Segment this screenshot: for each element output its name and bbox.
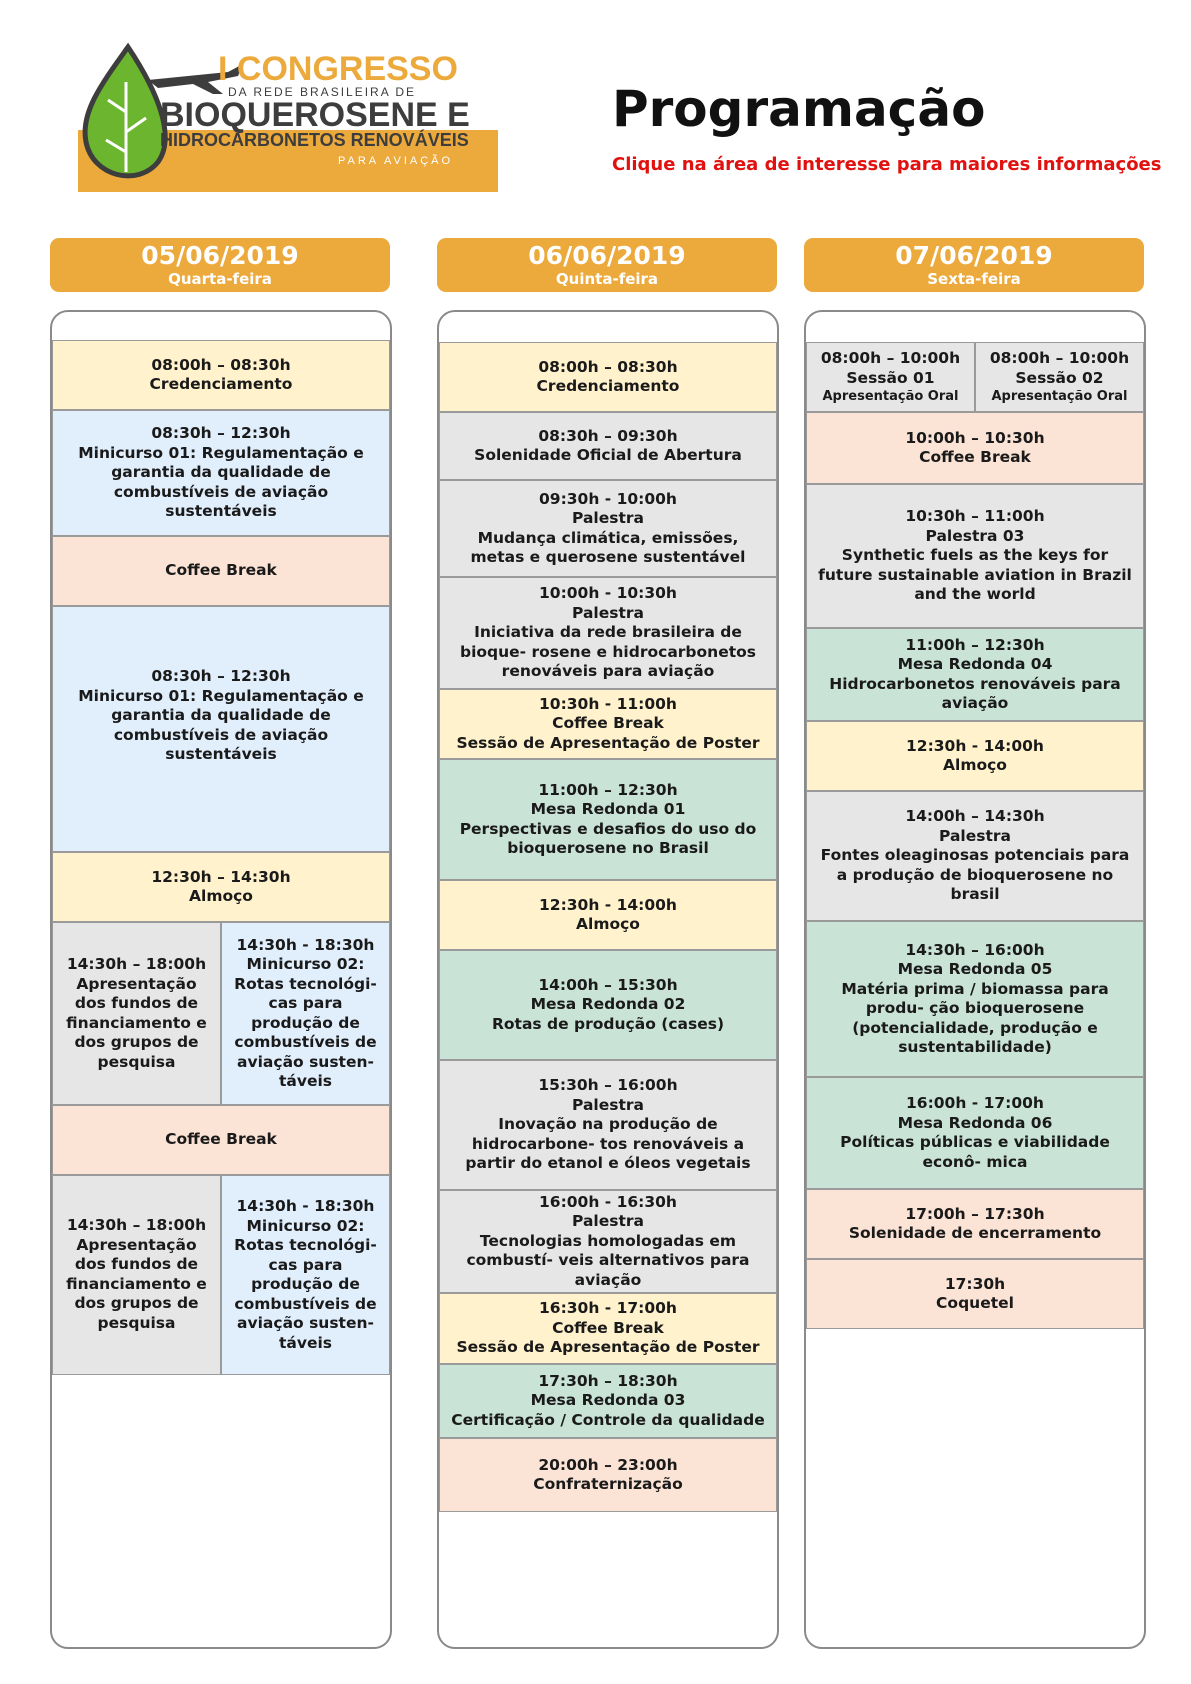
event-palestra[interactable]: 14:00h – 14:30h Palestra Fontes oleaginosas potenciais para a produção de bioquerosene no brasil xyxy=(806,791,1144,921)
event-palestra[interactable]: 09:30h - 10:00h Palestra Mudança climática, emissões, metas e querosene sustentável xyxy=(439,480,777,577)
day-date: 07/06/2019 xyxy=(895,241,1053,270)
event-apresentacao-fundos[interactable]: 14:30h – 18:00h Apresentação dos fundos de financiamento e dos grupos de pesquisa xyxy=(52,922,221,1105)
event-mesa-redonda[interactable]: 14:30h – 16:00h Mesa Redonda 05 Matéria prima / biomassa para produ- ção bioquerosene (potencialidade, produção e sustentabilidade) xyxy=(806,921,1144,1077)
event-coffee-break[interactable]: Coffee Break xyxy=(52,536,390,606)
svg-text:I CONGRESSO: I CONGRESSO xyxy=(218,50,458,88)
svg-text:PARA AVIAÇÃO: PARA AVIAÇÃO xyxy=(338,155,454,167)
event-abertura[interactable]: 08:30h – 09:30h Solenidade Oficial de Abertura xyxy=(439,412,777,480)
event-confraternizacao[interactable]: 20:00h – 23:00h Confraternização xyxy=(439,1438,777,1512)
day-date: 05/06/2019 xyxy=(141,241,299,270)
day-date: 06/06/2019 xyxy=(528,241,686,270)
event-minicurso-02[interactable]: 14:30h - 18:30h Minicurso 02: Rotas tecnológi- cas para produção de combustíveis de aviação susten- táveis xyxy=(221,922,390,1105)
event-mesa-redonda[interactable]: 14:00h – 15:30h Mesa Redonda 02 Rotas de produção (cases) xyxy=(439,950,777,1060)
event-almoco[interactable]: 12:30h - 14:00h Almoço xyxy=(806,721,1144,791)
day-weekday: Sexta-feira xyxy=(927,270,1021,288)
congress-logo xyxy=(78,42,498,192)
event-apresentacao-fundos[interactable]: 14:30h – 18:00h Apresentação dos fundos de financiamento e dos grupos de pesquisa xyxy=(52,1175,221,1375)
event-coffee-break[interactable]: Coffee Break xyxy=(52,1105,390,1175)
svg-text:BIOQUEROSENE E: BIOQUEROSENE E xyxy=(160,96,470,134)
event-sessao-01[interactable]: 08:00h – 10:00h Sessão 01 Apresentação Oral xyxy=(806,342,975,412)
event-palestra[interactable]: 16:00h - 16:30h Palestra Tecnologias homologadas em combustí- veis alternativos para aviação xyxy=(439,1190,777,1293)
event-almoco[interactable]: 12:30h – 14:30h Almoço xyxy=(52,852,390,922)
event-coffee-break[interactable]: 10:30h - 11:00h Coffee Break Sessão de Apresentação de Poster xyxy=(439,689,777,759)
page-title: Programação xyxy=(612,80,986,138)
event-sessao-02[interactable]: 08:00h – 10:00h Sessão 02 Apresentação Oral xyxy=(975,342,1144,412)
event-minicurso-02[interactable]: 14:30h - 18:30h Minicurso 02: Rotas tecnológi- cas para produção de combustíveis de aviação susten- táveis xyxy=(221,1175,390,1375)
event-palestra[interactable]: 10:30h – 11:00h Palestra 03 Synthetic fuels as the keys for future sustainable aviation in Brazil and the world xyxy=(806,484,1144,628)
event-almoco[interactable]: 12:30h - 14:00h Almoço xyxy=(439,880,777,950)
day-weekday: Quarta-feira xyxy=(168,270,272,288)
event-coffee-break[interactable]: 10:00h – 10:30h Coffee Break xyxy=(806,412,1144,484)
day-1-schedule xyxy=(50,310,392,1649)
event-minicurso-01[interactable]: 08:30h – 12:30h Minicurso 01: Regulamentação e garantia da qualidade de combustíveis de aviação sustentáveis xyxy=(52,606,390,852)
logo-graphic xyxy=(78,42,498,192)
event-mesa-redonda[interactable]: 17:30h – 18:30h Mesa Redonda 03 Certificação / Controle da qualidade xyxy=(439,1364,777,1438)
day-header-3 xyxy=(804,238,1144,292)
svg-text:DA REDE BRASILEIRA DE: DA REDE BRASILEIRA DE xyxy=(228,85,417,99)
event-credenciamento[interactable]: 08:00h – 08:30h Credenciamento xyxy=(52,340,390,410)
event-coquetel[interactable]: 17:30h Coquetel xyxy=(806,1259,1144,1329)
day-2-schedule xyxy=(437,310,779,1649)
event-mesa-redonda[interactable]: 16:00h - 17:00h Mesa Redonda 06 Políticas públicas e viabilidade econô- mica xyxy=(806,1077,1144,1189)
event-mesa-redonda[interactable]: 11:00h – 12:30h Mesa Redonda 01 Perspectivas e desafios do uso do bioquerosene no Brasil xyxy=(439,759,777,880)
event-encerramento[interactable]: 17:00h – 17:30h Solenidade de encerramento xyxy=(806,1189,1144,1259)
svg-text:HIDROCARBONETOS RENOVÁVEIS: HIDROCARBONETOS RENOVÁVEIS xyxy=(160,130,469,150)
day-header-2 xyxy=(437,238,777,292)
page-subtitle: Clique na área de interesse para maiores informações xyxy=(612,154,1162,175)
day-3-schedule xyxy=(804,310,1146,1649)
event-minicurso-01[interactable]: 08:30h – 12:30h Minicurso 01: Regulamentação e garantia da qualidade de combustíveis de aviação sustentáveis xyxy=(52,410,390,536)
day-weekday: Quinta-feira xyxy=(555,270,659,288)
event-mesa-redonda[interactable]: 11:00h – 12:30h Mesa Redonda 04 Hidrocarbonetos renováveis para aviação xyxy=(806,628,1144,721)
event-coffee-break[interactable]: 16:30h - 17:00h Coffee Break Sessão de Apresentação de Poster xyxy=(439,1293,777,1364)
event-credenciamento[interactable]: 08:00h – 08:30h Credenciamento xyxy=(439,342,777,412)
event-palestra[interactable]: 10:00h - 10:30h Palestra Iniciativa da rede brasileira de bioque- rosene e hidrocarbonetos renováveis para aviação xyxy=(439,577,777,689)
day-header-1 xyxy=(50,238,390,292)
event-palestra[interactable]: 15:30h – 16:00h Palestra Inovação na produção de hidrocarbone- tos renováveis a partir do etanol e óleos vegetais xyxy=(439,1060,777,1190)
